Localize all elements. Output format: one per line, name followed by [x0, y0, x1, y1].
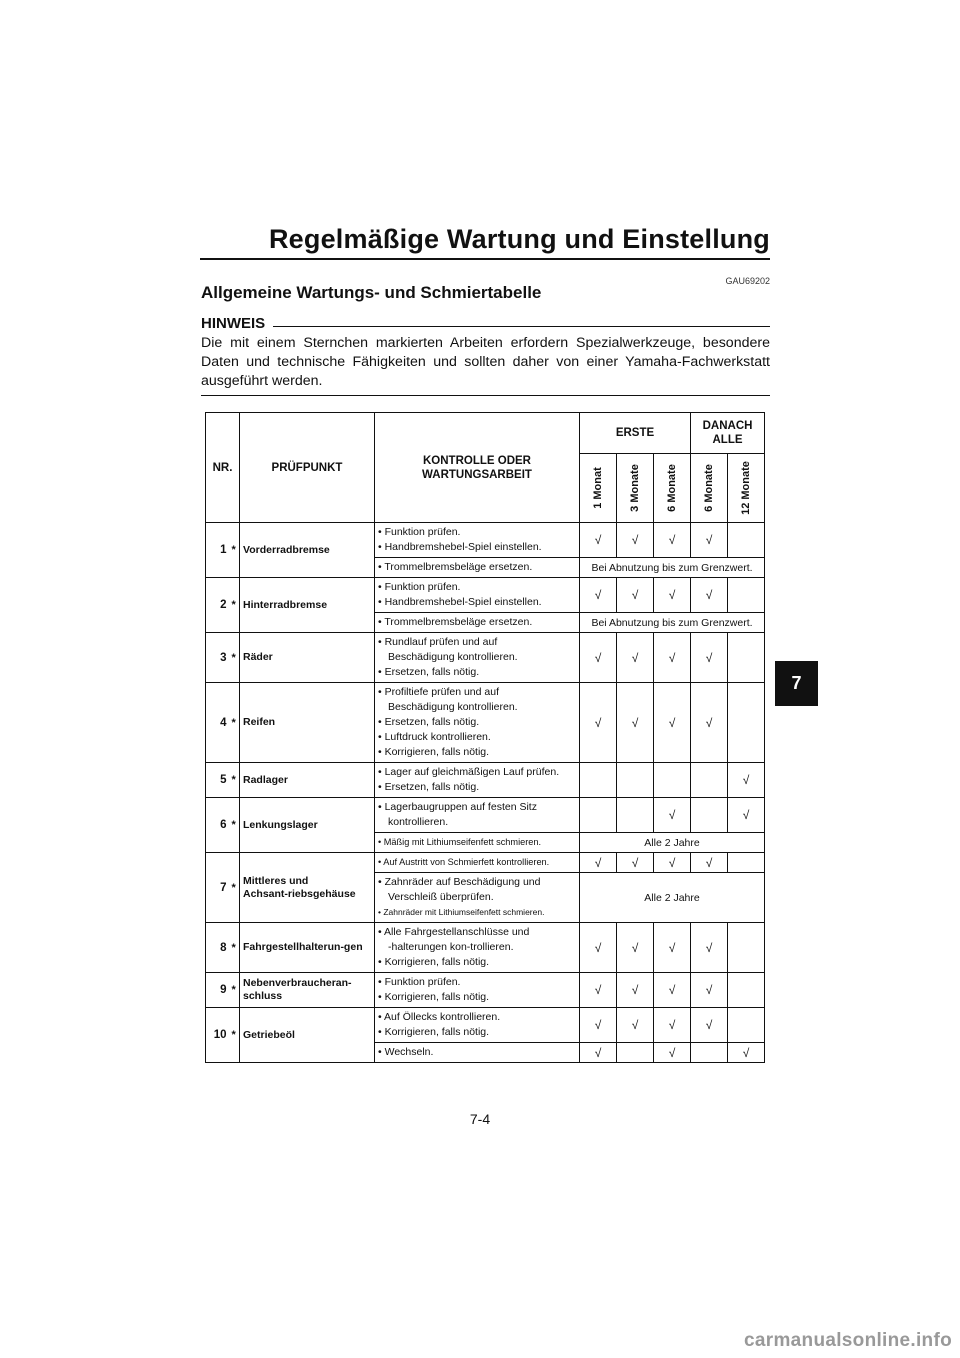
task-line: • Ersetzen, falls nötig.: [378, 781, 479, 793]
check-mark: √: [691, 1008, 728, 1043]
interval-note: Bei Abnutzung bis zum Grenzwert.: [580, 558, 765, 578]
row-item: schluss: [243, 990, 283, 1002]
table-row: [206, 523, 765, 558]
task-line: • Auf Öllecks kontrollieren.: [378, 1011, 500, 1023]
period-3: 6 Monate: [666, 464, 679, 512]
check-mark: √: [654, 683, 691, 763]
task-line: • Funktion prüfen.: [378, 526, 460, 538]
table-row: [206, 633, 765, 683]
header-nr: NR.: [206, 413, 240, 523]
page-number: 7-4: [469, 1111, 491, 1127]
task-line: Verschleiß überprüfen.: [388, 891, 494, 903]
table-row: [206, 923, 765, 973]
task-line: • Lager auf gleichmäßigen Lauf prüfen.: [378, 766, 559, 778]
task-line: • Ersetzen, falls nötig.: [378, 666, 479, 678]
task-line: • Alle Fahrgestellanschlüsse und: [378, 926, 529, 938]
check-mark: √: [580, 1008, 617, 1043]
task-line: • Trommelbremsbeläge ersetzen.: [378, 561, 532, 573]
interval-note: Alle 2 Jahre: [580, 833, 765, 853]
row-number: 1: [206, 523, 230, 578]
check-mark: √: [617, 853, 654, 873]
check-mark: √: [691, 633, 728, 683]
task-line: • Zahnräder mit Lithiumseifenfett schmieren.: [378, 907, 544, 917]
section-heading: Allgemeine Wartungs- und Schmiertabelle: [201, 283, 542, 302]
check-mark: √: [617, 973, 654, 1008]
task-line: kontrollieren.: [388, 816, 449, 828]
check-mark: √: [728, 1043, 765, 1063]
check-mark: √: [580, 523, 617, 558]
check-mark: √: [654, 578, 691, 613]
check-mark: √: [654, 1043, 691, 1063]
task-line: • Korrigieren, falls nötig.: [378, 991, 489, 1003]
table-row: [206, 853, 765, 873]
header-task: KONTROLLE ODER WARTUNGSARBEIT: [375, 413, 580, 523]
check-mark: √: [691, 683, 728, 763]
check-mark: √: [728, 798, 765, 833]
row-number: 10: [206, 1008, 230, 1063]
row-item: Achsant-riebsgehäuse: [243, 887, 356, 900]
task-line: • Handbremshebel-Spiel einstellen.: [378, 596, 542, 608]
task-line: Beschädigung kontrollieren.: [388, 651, 518, 663]
task-line: • Luftdruck kontrollieren.: [378, 731, 491, 743]
row-number: 3: [206, 633, 230, 683]
check-mark: √: [654, 523, 691, 558]
note-rule-top: [273, 326, 770, 327]
check-mark: √: [617, 683, 654, 763]
check-mark: √: [654, 853, 691, 873]
interval-note: Bei Abnutzung bis zum Grenzwert.: [580, 613, 765, 633]
note-label: HINWEIS: [201, 315, 266, 332]
row-item: Hinterradbremse: [240, 578, 375, 633]
check-mark: √: [617, 633, 654, 683]
table-row: [206, 763, 765, 798]
task-line: • Korrigieren, falls nötig.: [378, 746, 489, 758]
check-mark: √: [654, 1008, 691, 1043]
task-line: Beschädigung kontrollieren.: [388, 701, 518, 713]
table-header-row: [206, 413, 765, 454]
period-1: 1 Monat: [592, 467, 604, 509]
check-mark: √: [617, 1008, 654, 1043]
table-row: [206, 683, 765, 763]
row-number: 7: [206, 853, 230, 923]
header-first: ERSTE: [580, 413, 691, 454]
asterisk-mark: *: [230, 853, 240, 923]
check-mark: √: [654, 798, 691, 833]
check-mark: √: [617, 578, 654, 613]
asterisk-mark: *: [230, 523, 240, 578]
asterisk-mark: *: [230, 1008, 240, 1063]
task-line: • Funktion prüfen.: [378, 581, 460, 593]
row-number: 9: [206, 973, 230, 1008]
period-5: 12 Monate: [740, 461, 753, 515]
row-number: 6: [206, 798, 230, 853]
note-text: Die mit einem Sternchen markierten Arbeiten erfordern Spezialwerkzeuge, besondere Daten und technische Fähigkeiten und sollten daher von einer Yamaha-Fachwerkstatt ausgeführt werden.: [201, 335, 770, 389]
check-mark: √: [691, 923, 728, 973]
chapter-tab: 7: [775, 661, 818, 706]
table-row: [206, 798, 765, 833]
check-mark: √: [691, 523, 728, 558]
row-item: Vorderradbremse: [240, 523, 375, 578]
interval-note: Alle 2 Jahre: [580, 873, 765, 923]
task-line: • Wechseln.: [378, 1046, 433, 1058]
asterisk-mark: *: [230, 798, 240, 853]
task-line: • Korrigieren, falls nötig.: [378, 1026, 489, 1038]
row-item: Räder: [240, 633, 375, 683]
task-line: • Rundlauf prüfen und auf: [378, 636, 497, 648]
task-line: • Ersetzen, falls nötig.: [378, 716, 479, 728]
check-mark: √: [580, 683, 617, 763]
task-line: • Profiltiefe prüfen und auf: [378, 686, 499, 698]
table-row: [206, 973, 765, 1008]
task-line: -halterungen kon-trollieren.: [388, 941, 514, 953]
task-line: • Korrigieren, falls nötig.: [378, 956, 489, 968]
row-number: 4: [206, 683, 230, 763]
check-mark: √: [580, 853, 617, 873]
task-line: • Auf Austritt von Schmierfett kontrollieren.: [378, 857, 549, 867]
maintenance-table: [205, 412, 765, 1063]
asterisk-mark: *: [230, 763, 240, 798]
check-mark: √: [654, 923, 691, 973]
check-mark: √: [691, 853, 728, 873]
header-after: DANACH ALLE: [691, 413, 765, 454]
row-item: Reifen: [240, 683, 375, 763]
task-line: • Funktion prüfen.: [378, 976, 460, 988]
task-line: • Mäßig mit Lithiumseifenfett schmieren.: [378, 837, 541, 847]
check-mark: √: [654, 633, 691, 683]
asterisk-mark: *: [230, 683, 240, 763]
period-2: 3 Monate: [629, 464, 641, 512]
row-number: 5: [206, 763, 230, 798]
table-row: [206, 578, 765, 613]
row-item: Radlager: [240, 763, 375, 798]
check-mark: √: [728, 763, 765, 798]
row-number: 8: [206, 923, 230, 973]
task-line: • Trommelbremsbeläge ersetzen.: [378, 616, 532, 628]
header-item: PRÜFPUNKT: [240, 413, 375, 523]
check-mark: √: [580, 1043, 617, 1063]
row-item: Getriebeöl: [240, 1008, 375, 1063]
table-row: [206, 1008, 765, 1043]
row-item: Fahrgestellhalterun-gen: [240, 923, 375, 973]
check-mark: √: [617, 923, 654, 973]
check-mark: √: [580, 578, 617, 613]
asterisk-mark: *: [230, 633, 240, 683]
row-item: Lenkungslager: [240, 798, 375, 853]
page-title: Regelmäßige Wartung und Einstellung: [268, 224, 770, 254]
asterisk-mark: *: [230, 923, 240, 973]
check-mark: √: [654, 973, 691, 1008]
row-item: Mittleres und: [243, 874, 309, 887]
note-rule-bottom: [201, 395, 770, 396]
task-line: • Zahnräder auf Beschädigung und: [378, 876, 540, 888]
row-item: Nebenverbraucheran-: [243, 977, 352, 989]
asterisk-mark: *: [230, 973, 240, 1008]
check-mark: √: [580, 633, 617, 683]
check-mark: √: [580, 923, 617, 973]
period-4: 6 Monate: [703, 464, 716, 512]
check-mark: √: [691, 578, 728, 613]
check-mark: √: [617, 523, 654, 558]
watermark: carmanualsonline.info: [744, 1330, 952, 1351]
task-line: • Handbremshebel-Spiel einstellen.: [378, 541, 542, 553]
section-code: GAU69202: [725, 276, 770, 286]
title-divider: [200, 258, 770, 260]
check-mark: √: [691, 973, 728, 1008]
row-number: 2: [206, 578, 230, 633]
asterisk-mark: *: [230, 578, 240, 633]
check-mark: √: [580, 973, 617, 1008]
task-line: • Lagerbaugruppen auf festen Sitz: [378, 801, 537, 813]
